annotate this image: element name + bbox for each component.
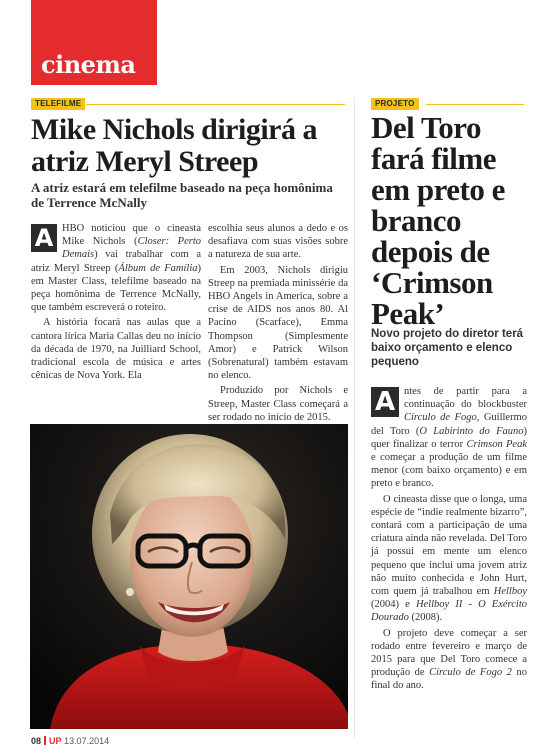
- right-article-tag: PROJETO: [371, 98, 419, 110]
- paragraph: A HBO noticiou que o cineasta Mike Nichols (Closer: Perto Demais) vai trabalhar com a atriz Meryl Streep (Álbum de Família) em Master Class, telefilme baseado na peça homônima de Terrence McNally, que também escreverá o roteiro.: [31, 223, 202, 314]
- brand-name: UP: [49, 736, 62, 746]
- right-article-headline: Del Toro fará filme em preto e branco depois de ‘Crimson Peak’: [371, 110, 505, 331]
- paragraph: A história focará nas aulas que a cantora lírica Maria Callas deu no início da década de 1970, na Juilliard School, tradicional escola de música e artes cênicas de Nova York. Ela: [31, 317, 201, 382]
- right-tag-rule: [426, 104, 524, 105]
- drop-cap: A: [31, 224, 57, 252]
- left-tag-rule: [86, 104, 345, 105]
- page-number: 08: [31, 736, 42, 746]
- paragraph: A ntes de partir para a continuação do blockbuster Círculo de Fogo, Guillermo del Toro (O Labirinto do Fauno) quer finalizar o terror Crimson Peak e começar a produção de um filme menor (com baixo orçamento) e em preto e branco.: [371, 386, 528, 490]
- paragraph: Produzido por Nichols e Streep, Master Class começará a ser rodado no início de 2015.: [208, 385, 348, 423]
- paragraph: O cineasta disse que o longa, uma espécie de “indie realmente bizarro”, contará com a participação de uma criatura ainda não revelada. Del Toro já possui em mente um elenco pequeno que inclui uma jovem atriz não muito conhecida e John Hurt, com quem já trabalhou em Hellboy (2004) e Hellboy II - O Exército Dourado (2008).: [371, 493, 527, 624]
- drop-cap: A: [371, 387, 399, 417]
- column-divider: [354, 98, 355, 738]
- issue-date: 13.07.2014: [64, 736, 110, 746]
- left-article-tag: TELEFILME: [31, 98, 85, 110]
- paragraph: escolhia seus alunos a dedo e os desafiava com suas visões sobre a natureza de sua arte.: [208, 223, 348, 261]
- page-footer: [31, 736, 109, 746]
- footer-divider: [44, 736, 46, 745]
- section-label: cinema: [41, 50, 136, 79]
- paragraph: Em 2003, Nichols dirigiu Streep na premiada minissérie da HBO Angels in America, sobre a crise de AIDS nos anos 80. Al Pacino (Scarface), Emma Thompson (Simplesmente Amor) e Patrick Wilson (Sobrenatural) também estavam no elenco.: [208, 264, 348, 382]
- portrait-illustration: [30, 424, 348, 729]
- left-article-headline: Mike Nichols dirigirá a atriz Meryl Streep: [31, 113, 317, 178]
- left-article-column-2: [208, 222, 348, 424]
- right-article-subheadline: Novo projeto do diretor terá baixo orçamento e elenco pequeno: [371, 328, 524, 368]
- article-photo: [30, 424, 348, 729]
- right-article-column: [371, 385, 527, 693]
- left-article-subheadline: A atriz estará em telefilme baseado na peça homônima de Terrence McNally: [31, 180, 333, 210]
- left-article-column-1: [31, 222, 201, 382]
- section-tab: [31, 0, 157, 85]
- paragraph: O projeto deve começar a ser rodado entre fevereiro e março de 2015 para que Del Toro comece a produção de Círculo de Fogo 2 no final do ano.: [371, 627, 527, 692]
